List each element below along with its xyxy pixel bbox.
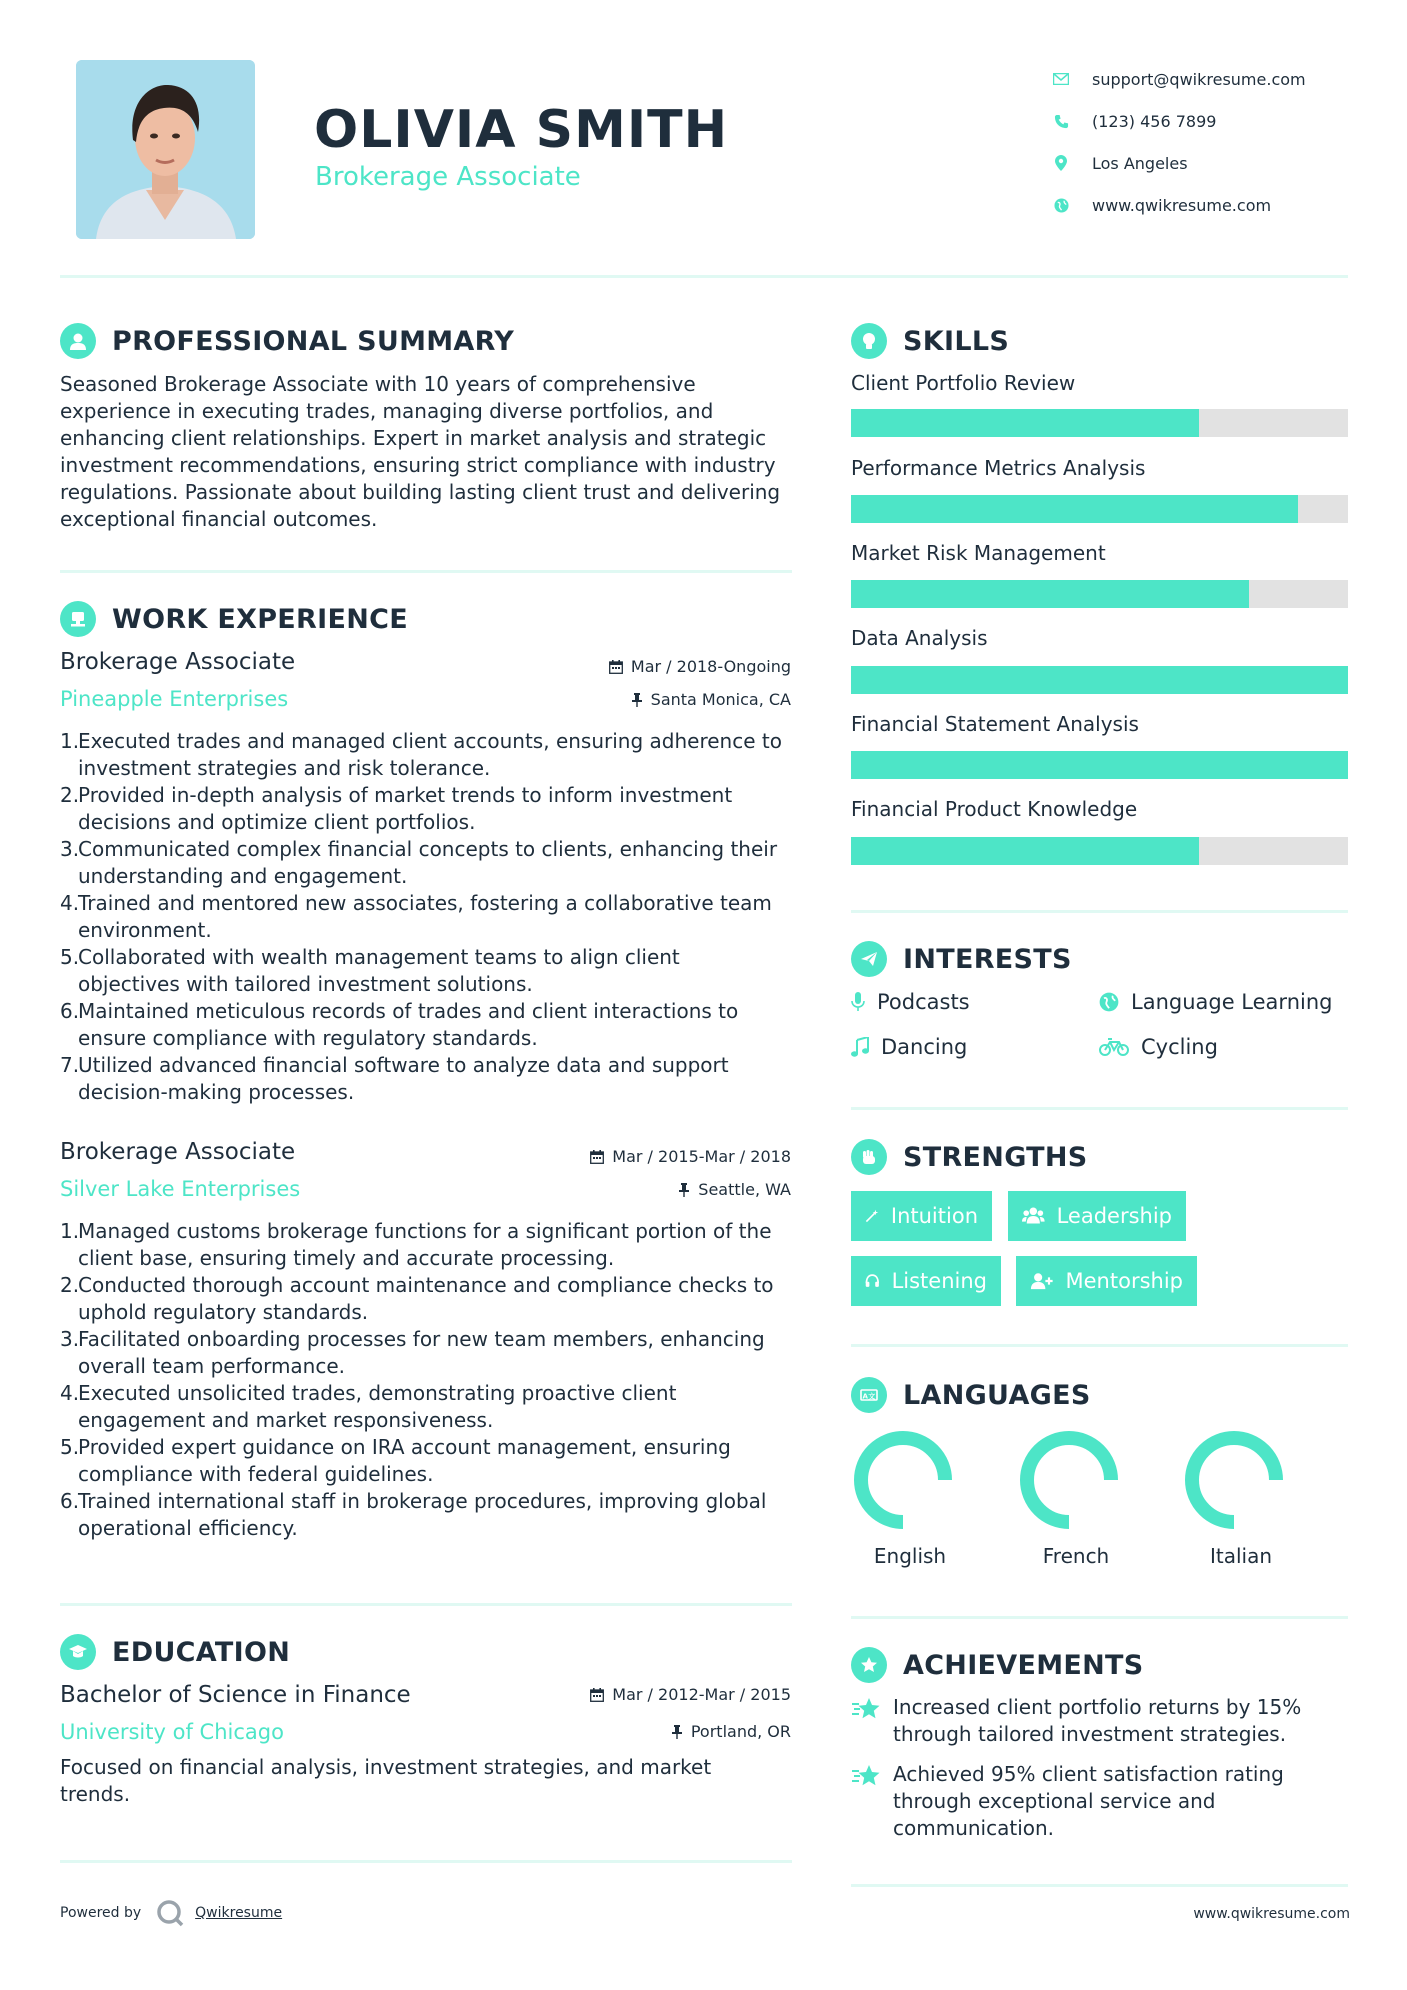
star-icon — [851, 1763, 881, 1789]
achievements-title: ACHIEVEMENTS — [903, 1649, 1144, 1681]
achievement-text: Increased client portfolio returns by 15% through tailored investment strategies. — [893, 1695, 1302, 1746]
languages-title: LANGUAGES — [903, 1379, 1091, 1411]
fist-icon — [851, 1139, 887, 1175]
interest-label: Language Learning — [1131, 990, 1333, 1014]
interest-label: Podcasts — [877, 990, 970, 1014]
duty-item: 6. Trained international staff in brokerage procedures, improving global operational efficiency. — [60, 1489, 767, 1540]
job-1-title: Brokerage Associate — [60, 649, 296, 675]
contact-location-text: Los Angeles — [1092, 153, 1188, 173]
duty-item: 3. Facilitated onboarding processes for new team members, enhancing overall team performance. — [60, 1327, 765, 1378]
duty-item: 4. Trained and mentored new associates, fostering a collaborative team environment. — [60, 891, 772, 942]
skill-label: Data Analysis — [851, 626, 988, 650]
globe-icon — [1052, 196, 1070, 214]
education-heading — [60, 1634, 290, 1670]
skills-heading — [851, 323, 1009, 359]
duty-item: 3. Communicated complex financial concepts to clients, enhancing their understanding and engagement. — [60, 837, 778, 888]
music-icon — [851, 1037, 869, 1057]
interest-podcasts — [851, 990, 970, 1014]
microphone-icon — [851, 992, 865, 1012]
education-title: EDUCATION — [112, 1636, 291, 1668]
briefcase-icon — [60, 601, 96, 637]
skill-label: Market Risk Management — [851, 541, 1106, 565]
job-1-company: Pineapple Enterprises — [60, 687, 289, 711]
skill-bar — [851, 751, 1348, 779]
star-icon — [851, 1696, 881, 1722]
interest-cycling — [1099, 1035, 1218, 1059]
skill-label: Financial Product Knowledge — [851, 797, 1138, 821]
bicycle-icon — [1099, 1037, 1129, 1057]
strength-badge-intuition — [851, 1191, 992, 1241]
duty-item: 2. Conducted thorough account maintenance and compliance checks to uphold regulatory standards. — [60, 1273, 774, 1324]
language-ring-graphic — [1179, 1425, 1289, 1535]
language-ring — [1179, 1425, 1289, 1539]
interest-label: Dancing — [881, 1035, 968, 1059]
summary-divider — [60, 570, 792, 573]
duty-item: 7. Utilized advanced financial software to analyze data and support decision-making processes. — [60, 1053, 729, 1104]
interest-language-learning — [1099, 990, 1332, 1014]
summary-heading — [60, 323, 514, 359]
candidate-name: OLIVIA SMITH — [314, 100, 729, 160]
headphones-icon — [865, 1271, 880, 1291]
award-icon — [851, 1647, 887, 1683]
calendar-icon — [590, 1150, 604, 1164]
powered-by-text: Powered by — [60, 1905, 142, 1921]
pin-icon — [678, 1183, 690, 1197]
strength-badge-mentorship — [1016, 1256, 1197, 1306]
education-location — [671, 1722, 791, 1741]
email-icon — [1052, 70, 1070, 88]
skill-bar-fill — [851, 580, 1249, 608]
job-1-dates — [609, 657, 791, 676]
strength-label: Intuition — [890, 1204, 978, 1228]
calendar-icon — [590, 1688, 604, 1702]
skill-bar — [851, 837, 1348, 865]
language-ring — [848, 1425, 958, 1539]
duty-item: 5. Collaborated with wealth management teams to align client objectives with tailored investment solutions. — [60, 945, 680, 996]
achievements-heading — [851, 1647, 1144, 1683]
job-2-dates — [590, 1147, 791, 1166]
duty-item: 6. Maintained meticulous records of trades and client interactions to ensure compliance with regulatory standards. — [60, 999, 739, 1050]
summary-text: Seasoned Brokerage Associate with 10 years of comprehensive experience in executing trades, managing diverse portfolios, and enhancing client relationships. Expert in market analysis and strategic investment recommendations, ensuring strict compliance with industry regulations. Passionate about building lasting client trust and delivering exceptional financial outcomes. — [60, 372, 781, 531]
phone-icon — [1052, 112, 1070, 130]
contact-website-text: www.qwikresume.com — [1092, 195, 1272, 215]
duty-item: 1. Executed trades and managed client accounts, ensuring adherence to investment strategies and risk tolerance. — [60, 729, 782, 780]
strength-label: Mentorship — [1065, 1269, 1183, 1293]
duty-item: 2. Provided in-depth analysis of market trends to inform investment decisions and optimize client portfolios. — [60, 783, 733, 834]
footer-url[interactable]: www.qwikresume.com — [1193, 1906, 1350, 1922]
contact-phone[interactable] — [1052, 100, 1352, 142]
skill-label: Performance Metrics Analysis — [851, 456, 1146, 480]
qwikresume-logo-icon — [155, 1898, 185, 1928]
languages-divider — [851, 1616, 1348, 1619]
calendar-icon — [609, 660, 623, 674]
job-1-dates-text: Mar / 2018-Ongoing — [630, 657, 791, 676]
skill-bar-fill — [851, 666, 1348, 694]
education-divider — [60, 1860, 792, 1863]
strength-label: Listening — [891, 1269, 987, 1293]
strengths-title: STRENGTHS — [903, 1141, 1088, 1173]
globe-icon — [1099, 992, 1119, 1012]
skills-divider — [851, 910, 1348, 913]
svg-text:A文: A文 — [862, 1392, 876, 1401]
contact-email[interactable] — [1052, 58, 1352, 100]
language-ring — [1014, 1425, 1124, 1539]
education-dates — [590, 1685, 791, 1704]
education-school: University of Chicago — [60, 1720, 284, 1744]
job-2-location — [678, 1180, 791, 1199]
skill-label: Financial Statement Analysis — [851, 712, 1139, 736]
language-label: English — [873, 1544, 947, 1568]
contact-list — [1052, 58, 1352, 226]
paper-plane-icon — [851, 941, 887, 977]
languages-heading — [851, 1377, 1091, 1413]
achievement-text: Achieved 95% client satisfaction rating through exceptional service and communication. — [893, 1762, 1284, 1840]
language-label: French — [1042, 1544, 1110, 1568]
duty-item: 4. Executed unsolicited trades, demonstrating proactive client engagement and market responsiveness. — [60, 1381, 677, 1432]
users-icon — [1022, 1206, 1045, 1226]
interests-title: INTERESTS — [903, 943, 1072, 975]
contact-location — [1052, 142, 1352, 184]
skill-bar — [851, 580, 1348, 608]
contact-phone-text: (123) 456 7899 — [1092, 111, 1217, 131]
education-degree: Bachelor of Science in Finance — [60, 1682, 411, 1708]
achievements-divider — [851, 1884, 1348, 1887]
summary-title: PROFESSIONAL SUMMARY — [112, 325, 515, 357]
candidate-role: Brokerage Associate — [315, 162, 581, 192]
skill-bar-fill — [851, 751, 1348, 779]
pin-icon — [671, 1725, 683, 1739]
strength-badge-leadership — [1008, 1191, 1186, 1241]
language-ring-graphic — [848, 1425, 958, 1535]
job-2-company: Silver Lake Enterprises — [60, 1177, 301, 1201]
job-2-title: Brokerage Associate — [60, 1139, 296, 1165]
contact-email-text: support@qwikresume.com — [1092, 69, 1306, 89]
experience-title: WORK EXPERIENCE — [112, 603, 408, 635]
skill-bar — [851, 666, 1348, 694]
strength-label: Leadership — [1056, 1204, 1172, 1228]
duty-item: 1. Managed customs brokerage functions for a significant portion of the client base, ensuring timely and accurate processing. — [60, 1219, 772, 1270]
header-divider — [60, 275, 1348, 278]
education-description: Focused on financial analysis, investment strategies, and market trends. — [60, 1755, 712, 1806]
interest-label: Cycling — [1141, 1035, 1218, 1059]
user-plus-icon — [1030, 1271, 1054, 1291]
language-ring-graphic — [1014, 1425, 1124, 1535]
skill-bar — [851, 495, 1348, 523]
strengths-heading — [851, 1139, 1088, 1175]
education-location-text: Portland, OR — [690, 1722, 791, 1741]
achievement-item — [851, 1694, 1333, 1748]
magic-wand-icon — [865, 1206, 879, 1226]
user-icon — [60, 323, 96, 359]
footer-powered-by — [60, 1898, 282, 1928]
education-dates-text: Mar / 2012-Mar / 2015 — [612, 1685, 791, 1704]
skill-bar-fill — [851, 409, 1199, 437]
language-icon — [851, 1377, 887, 1413]
skill-bar — [851, 409, 1348, 437]
interest-dancing — [851, 1035, 967, 1059]
graduation-icon — [60, 1634, 96, 1670]
language-ring-arc — [861, 1438, 945, 1522]
job-2-location-text: Seattle, WA — [698, 1180, 791, 1199]
skill-bar-fill — [851, 495, 1298, 523]
language-label: Italian — [1209, 1544, 1273, 1568]
interests-divider — [851, 1107, 1348, 1110]
interests-heading — [851, 941, 1072, 977]
footer-brand-link[interactable]: Qwikresume — [195, 1905, 283, 1921]
skill-bar-fill — [851, 837, 1199, 865]
language-ring-arc — [1027, 1438, 1111, 1522]
job-2-duties — [60, 1218, 785, 1542]
skills-title: SKILLS — [903, 325, 1010, 357]
skill-label: Client Portfolio Review — [851, 371, 1076, 395]
strength-badge-listening — [851, 1256, 1001, 1306]
job-1-duties — [60, 728, 785, 1106]
experience-divider — [60, 1603, 792, 1606]
experience-heading — [60, 601, 408, 637]
strengths-divider — [851, 1344, 1348, 1347]
job-1-location-text: Santa Monica, CA — [650, 690, 791, 709]
duty-item: 5. Provided expert guidance on IRA account management, ensuring compliance with federal guidelines. — [60, 1435, 731, 1486]
achievement-item — [851, 1761, 1333, 1842]
lightbulb-icon — [851, 323, 887, 359]
job-2-dates-text: Mar / 2015-Mar / 2018 — [612, 1147, 791, 1166]
language-ring-arc — [1192, 1438, 1276, 1522]
job-1-location — [631, 690, 791, 709]
location-icon — [1052, 154, 1070, 172]
pin-icon — [631, 693, 643, 707]
profile-photo — [76, 60, 255, 239]
contact-website[interactable] — [1052, 184, 1352, 226]
